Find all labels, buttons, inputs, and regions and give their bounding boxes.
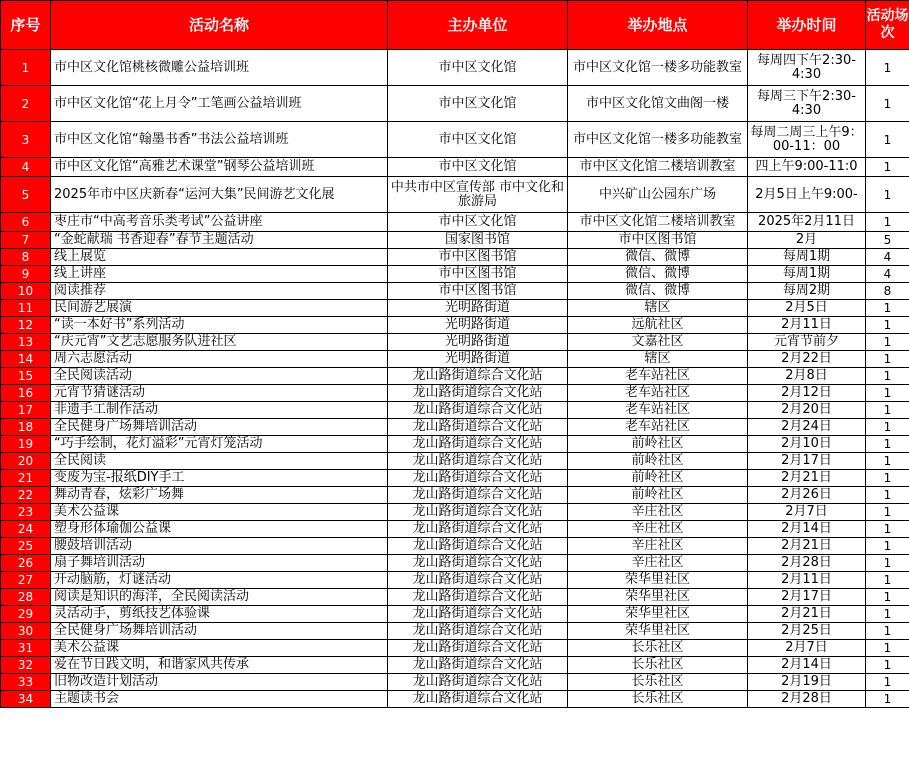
session-count: 1 bbox=[866, 657, 909, 674]
session-count: 1 bbox=[866, 213, 909, 232]
organizer: 龙山路街道综合文化站 bbox=[388, 674, 568, 691]
activity-name: 市中区文化馆桃核微雕公益培训班 bbox=[51, 50, 388, 86]
time: 2月12日 bbox=[748, 385, 866, 402]
organizer: 龙山路街道综合文化站 bbox=[388, 589, 568, 606]
time: 2月22日 bbox=[748, 351, 866, 368]
activity-name: 市中区文化馆“高雅艺术课堂”钢琴公益培训班 bbox=[51, 158, 388, 177]
table-row bbox=[1, 572, 909, 589]
location: 辖区 bbox=[568, 300, 748, 317]
session-count: 1 bbox=[866, 572, 909, 589]
row-number: 17 bbox=[1, 402, 51, 419]
organizer: 龙山路街道综合文化站 bbox=[388, 640, 568, 657]
organizer: 龙山路街道综合文化站 bbox=[388, 402, 568, 419]
time: 每周1期 bbox=[748, 249, 866, 266]
table-row bbox=[1, 691, 909, 708]
time: 2月25日 bbox=[748, 623, 866, 640]
session-count: 1 bbox=[866, 368, 909, 385]
table-row bbox=[1, 504, 909, 521]
location: 荣华里社区 bbox=[568, 623, 748, 640]
activity-name: 美术公益课 bbox=[51, 640, 388, 657]
location: 市中区文化馆一楼多功能教室 bbox=[568, 50, 748, 86]
activity-name: 非遗手工制作活动 bbox=[51, 402, 388, 419]
row-number: 6 bbox=[1, 213, 51, 232]
time: 2月 bbox=[748, 232, 866, 249]
table-row bbox=[1, 657, 909, 674]
organizer: 龙山路街道综合文化站 bbox=[388, 470, 568, 487]
table-row bbox=[1, 249, 909, 266]
location: 市中区文化馆二楼培训教室 bbox=[568, 158, 748, 177]
session-count: 1 bbox=[866, 674, 909, 691]
organizer: 市中区文化馆 bbox=[388, 158, 568, 177]
table-row bbox=[1, 521, 909, 538]
row-number: 19 bbox=[1, 436, 51, 453]
organizer: 市中区文化馆 bbox=[388, 50, 568, 86]
row-number: 1 bbox=[1, 50, 51, 86]
location: 荣华里社区 bbox=[568, 572, 748, 589]
location: 老车站社区 bbox=[568, 385, 748, 402]
row-number: 21 bbox=[1, 470, 51, 487]
activity-name: “巧手绘制，花灯溢彩”元宵灯笼活动 bbox=[51, 436, 388, 453]
time: 每周1期 bbox=[748, 266, 866, 283]
time: 2月10日 bbox=[748, 436, 866, 453]
activity-name: 枣庄市“中高考音乐类考试”公益讲座 bbox=[51, 213, 388, 232]
activity-name: “庆元宵”文艺志愿服务队进社区 bbox=[51, 334, 388, 351]
time: 2月20日 bbox=[748, 402, 866, 419]
row-number: 30 bbox=[1, 623, 51, 640]
table-row bbox=[1, 351, 909, 368]
row-number: 27 bbox=[1, 572, 51, 589]
time: 2月21日 bbox=[748, 606, 866, 623]
header-time: 举办时间 bbox=[748, 1, 866, 50]
time: 2月5日 bbox=[748, 300, 866, 317]
row-number: 33 bbox=[1, 674, 51, 691]
session-count: 1 bbox=[866, 487, 909, 504]
table-row bbox=[1, 419, 909, 436]
location: 辛庄社区 bbox=[568, 555, 748, 572]
session-count: 1 bbox=[866, 385, 909, 402]
time: 2月19日 bbox=[748, 674, 866, 691]
location: 前岭社区 bbox=[568, 453, 748, 470]
organizer: 龙山路街道综合文化站 bbox=[388, 538, 568, 555]
activity-name: 线上展览 bbox=[51, 249, 388, 266]
header-no: 序号 bbox=[1, 1, 51, 50]
location: 长乐社区 bbox=[568, 640, 748, 657]
activity-name: 2025年市中区庆新春“运河大集”民间游艺文化展 bbox=[51, 177, 388, 213]
activity-name: 周六志愿活动 bbox=[51, 351, 388, 368]
time: 四上午9:00-11:0 bbox=[748, 158, 866, 177]
session-count: 1 bbox=[866, 640, 909, 657]
location: 长乐社区 bbox=[568, 691, 748, 708]
organizer: 龙山路街道综合文化站 bbox=[388, 487, 568, 504]
time: 每周四下午2:30-4:30 bbox=[748, 50, 866, 86]
location: 文嘉社区 bbox=[568, 334, 748, 351]
organizer: 龙山路街道综合文化站 bbox=[388, 606, 568, 623]
table-row bbox=[1, 86, 909, 122]
time: 每周2期 bbox=[748, 283, 866, 300]
table-row bbox=[1, 470, 909, 487]
row-number: 7 bbox=[1, 232, 51, 249]
organizer: 市中区图书馆 bbox=[388, 283, 568, 300]
session-count: 1 bbox=[866, 453, 909, 470]
activity-name: 全民阅读活动 bbox=[51, 368, 388, 385]
time: 2月14日 bbox=[748, 521, 866, 538]
time: 2月26日 bbox=[748, 487, 866, 504]
table-row bbox=[1, 317, 909, 334]
time: 2月14日 bbox=[748, 657, 866, 674]
session-count: 1 bbox=[866, 470, 909, 487]
session-count: 1 bbox=[866, 691, 909, 708]
activity-name: 民间游艺展演 bbox=[51, 300, 388, 317]
row-number: 3 bbox=[1, 122, 51, 158]
location: 市中区图书馆 bbox=[568, 232, 748, 249]
row-number: 16 bbox=[1, 385, 51, 402]
table-row bbox=[1, 177, 909, 213]
session-count: 1 bbox=[866, 402, 909, 419]
organizer: 光明路街道 bbox=[388, 317, 568, 334]
table-row bbox=[1, 158, 909, 177]
activity-name: 主题读书会 bbox=[51, 691, 388, 708]
table-row bbox=[1, 122, 909, 158]
session-count: 5 bbox=[866, 232, 909, 249]
organizer: 龙山路街道综合文化站 bbox=[388, 419, 568, 436]
row-number: 4 bbox=[1, 158, 51, 177]
time: 2月24日 bbox=[748, 419, 866, 436]
organizer: 光明路街道 bbox=[388, 334, 568, 351]
table-row bbox=[1, 436, 909, 453]
row-number: 31 bbox=[1, 640, 51, 657]
organizer: 市中区图书馆 bbox=[388, 266, 568, 283]
session-count: 1 bbox=[866, 300, 909, 317]
table-row bbox=[1, 640, 909, 657]
table-row bbox=[1, 606, 909, 623]
row-number: 34 bbox=[1, 691, 51, 708]
table-row bbox=[1, 487, 909, 504]
time: 2月28日 bbox=[748, 691, 866, 708]
session-count: 1 bbox=[866, 419, 909, 436]
time: 2月5日上午9:00- bbox=[748, 177, 866, 213]
activity-name: 市中区文化馆“翰墨书香”书法公益培训班 bbox=[51, 122, 388, 158]
organizer: 龙山路街道综合文化站 bbox=[388, 436, 568, 453]
header-place: 举办地点 bbox=[568, 1, 748, 50]
table-row bbox=[1, 538, 909, 555]
table-row bbox=[1, 334, 909, 351]
header-count: 活动场次 bbox=[866, 1, 909, 50]
table-row bbox=[1, 453, 909, 470]
table-row bbox=[1, 283, 909, 300]
location: 老车站社区 bbox=[568, 402, 748, 419]
table-row bbox=[1, 232, 909, 249]
session-count: 8 bbox=[866, 283, 909, 300]
activity-name: 扇子舞培训活动 bbox=[51, 555, 388, 572]
location: 辛庄社区 bbox=[568, 521, 748, 538]
table-row bbox=[1, 555, 909, 572]
table-row bbox=[1, 300, 909, 317]
table-row bbox=[1, 266, 909, 283]
row-number: 29 bbox=[1, 606, 51, 623]
time: 2月7日 bbox=[748, 504, 866, 521]
activity-name: 全民健身广场舞培训活动 bbox=[51, 623, 388, 640]
activity-name: 阅读推荐 bbox=[51, 283, 388, 300]
row-number: 32 bbox=[1, 657, 51, 674]
organizer: 国家图书馆 bbox=[388, 232, 568, 249]
activity-name: 全民阅读 bbox=[51, 453, 388, 470]
location: 辖区 bbox=[568, 351, 748, 368]
activity-name: 全民健身广场舞培训活动 bbox=[51, 419, 388, 436]
table-row bbox=[1, 589, 909, 606]
activity-name: 开动脑筋，灯谜活动 bbox=[51, 572, 388, 589]
location: 前岭社区 bbox=[568, 487, 748, 504]
activity-name: 变废为宝-报纸DIY手工 bbox=[51, 470, 388, 487]
session-count: 1 bbox=[866, 50, 909, 86]
session-count: 4 bbox=[866, 249, 909, 266]
session-count: 1 bbox=[866, 555, 909, 572]
session-count: 1 bbox=[866, 504, 909, 521]
activity-name: 舞动青春，炫彩广场舞 bbox=[51, 487, 388, 504]
location: 前岭社区 bbox=[568, 470, 748, 487]
organizer: 龙山路街道综合文化站 bbox=[388, 572, 568, 589]
activity-name: 旧物改造计划活动 bbox=[51, 674, 388, 691]
time: 2月28日 bbox=[748, 555, 866, 572]
time: 2月11日 bbox=[748, 572, 866, 589]
session-count: 1 bbox=[866, 436, 909, 453]
time: 2月21日 bbox=[748, 538, 866, 555]
location: 市中区文化馆文曲阁一楼 bbox=[568, 86, 748, 122]
session-count: 1 bbox=[866, 606, 909, 623]
table-row bbox=[1, 50, 909, 86]
location: 市中区文化馆一楼多功能教室 bbox=[568, 122, 748, 158]
activity-name: 元宵节猜谜活动 bbox=[51, 385, 388, 402]
organizer: 龙山路街道综合文化站 bbox=[388, 657, 568, 674]
location: 老车站社区 bbox=[568, 419, 748, 436]
organizer: 龙山路街道综合文化站 bbox=[388, 385, 568, 402]
organizer: 龙山路街道综合文化站 bbox=[388, 504, 568, 521]
organizer: 光明路街道 bbox=[388, 351, 568, 368]
organizer: 市中区文化馆 bbox=[388, 213, 568, 232]
session-count: 1 bbox=[866, 317, 909, 334]
organizer: 龙山路街道综合文化站 bbox=[388, 453, 568, 470]
activity-name: “金蛇献瑞 书香迎春”春节主题活动 bbox=[51, 232, 388, 249]
row-number: 22 bbox=[1, 487, 51, 504]
row-number: 23 bbox=[1, 504, 51, 521]
header-org: 主办单位 bbox=[388, 1, 568, 50]
row-number: 15 bbox=[1, 368, 51, 385]
session-count: 1 bbox=[866, 521, 909, 538]
row-number: 24 bbox=[1, 521, 51, 538]
activity-name: 市中区文化馆“花上月令”工笔画公益培训班 bbox=[51, 86, 388, 122]
session-count: 1 bbox=[866, 334, 909, 351]
activity-name: 线上讲座 bbox=[51, 266, 388, 283]
time: 2025年2月11日 bbox=[748, 213, 866, 232]
table-row bbox=[1, 402, 909, 419]
time: 每周三下午2:30-4:30 bbox=[748, 86, 866, 122]
header-name: 活动名称 bbox=[51, 1, 388, 50]
session-count: 1 bbox=[866, 623, 909, 640]
activity-name: 阅读是知识的海洋，全民阅读活动 bbox=[51, 589, 388, 606]
location: 荣华里社区 bbox=[568, 589, 748, 606]
row-number: 28 bbox=[1, 589, 51, 606]
location: 荣华里社区 bbox=[568, 606, 748, 623]
location: 老车站社区 bbox=[568, 368, 748, 385]
table-row bbox=[1, 623, 909, 640]
activity-name: 灵活动手，剪纸技艺体验课 bbox=[51, 606, 388, 623]
session-count: 1 bbox=[866, 86, 909, 122]
table-row bbox=[1, 368, 909, 385]
row-number: 18 bbox=[1, 419, 51, 436]
organizer: 中共市中区宣传部 市中文化和旅游局 bbox=[388, 177, 568, 213]
location: 微信、微博 bbox=[568, 266, 748, 283]
location: 微信、微博 bbox=[568, 249, 748, 266]
row-number: 14 bbox=[1, 351, 51, 368]
organizer: 市中区文化馆 bbox=[388, 86, 568, 122]
table-row bbox=[1, 213, 909, 232]
organizer: 龙山路街道综合文化站 bbox=[388, 555, 568, 572]
activity-name: 美术公益课 bbox=[51, 504, 388, 521]
row-number: 20 bbox=[1, 453, 51, 470]
table-row bbox=[1, 674, 909, 691]
organizer: 市中区文化馆 bbox=[388, 122, 568, 158]
row-number: 25 bbox=[1, 538, 51, 555]
time: 2月8日 bbox=[748, 368, 866, 385]
time: 2月17日 bbox=[748, 453, 866, 470]
row-number: 13 bbox=[1, 334, 51, 351]
time: 每周二周三上午9：00-11：00 bbox=[748, 122, 866, 158]
location: 长乐社区 bbox=[568, 674, 748, 691]
row-number: 8 bbox=[1, 249, 51, 266]
session-count: 1 bbox=[866, 122, 909, 158]
session-count: 1 bbox=[866, 158, 909, 177]
row-number: 26 bbox=[1, 555, 51, 572]
time: 2月21日 bbox=[748, 470, 866, 487]
header-row bbox=[1, 1, 909, 50]
location: 微信、微博 bbox=[568, 283, 748, 300]
location: 中兴矿山公园东广场 bbox=[568, 177, 748, 213]
time: 2月17日 bbox=[748, 589, 866, 606]
location: 市中区文化馆二楼培训教室 bbox=[568, 213, 748, 232]
location: 辛庄社区 bbox=[568, 504, 748, 521]
organizer: 龙山路街道综合文化站 bbox=[388, 368, 568, 385]
session-count: 1 bbox=[866, 177, 909, 213]
table-row bbox=[1, 385, 909, 402]
activity-name: 腰鼓培训活动 bbox=[51, 538, 388, 555]
time: 元宵节前夕 bbox=[748, 334, 866, 351]
session-count: 1 bbox=[866, 538, 909, 555]
session-count: 1 bbox=[866, 351, 909, 368]
organizer: 市中区图书馆 bbox=[388, 249, 568, 266]
session-count: 1 bbox=[866, 589, 909, 606]
row-number: 12 bbox=[1, 317, 51, 334]
row-number: 9 bbox=[1, 266, 51, 283]
location: 前岭社区 bbox=[568, 436, 748, 453]
organizer: 龙山路街道综合文化站 bbox=[388, 691, 568, 708]
organizer: 龙山路街道综合文化站 bbox=[388, 623, 568, 640]
activity-name: “读一本好书”系列活动 bbox=[51, 317, 388, 334]
organizer: 光明路街道 bbox=[388, 300, 568, 317]
organizer: 龙山路街道综合文化站 bbox=[388, 521, 568, 538]
location: 辛庄社区 bbox=[568, 538, 748, 555]
session-count: 4 bbox=[866, 266, 909, 283]
row-number: 5 bbox=[1, 177, 51, 213]
time: 2月7日 bbox=[748, 640, 866, 657]
row-number: 2 bbox=[1, 86, 51, 122]
activity-name: 塑身形体瑜伽公益课 bbox=[51, 521, 388, 538]
time: 2月11日 bbox=[748, 317, 866, 334]
row-number: 10 bbox=[1, 283, 51, 300]
location: 远航社区 bbox=[568, 317, 748, 334]
activity-name: 爱在节日践文明，和谐家风共传承 bbox=[51, 657, 388, 674]
row-number: 11 bbox=[1, 300, 51, 317]
location: 长乐社区 bbox=[568, 657, 748, 674]
